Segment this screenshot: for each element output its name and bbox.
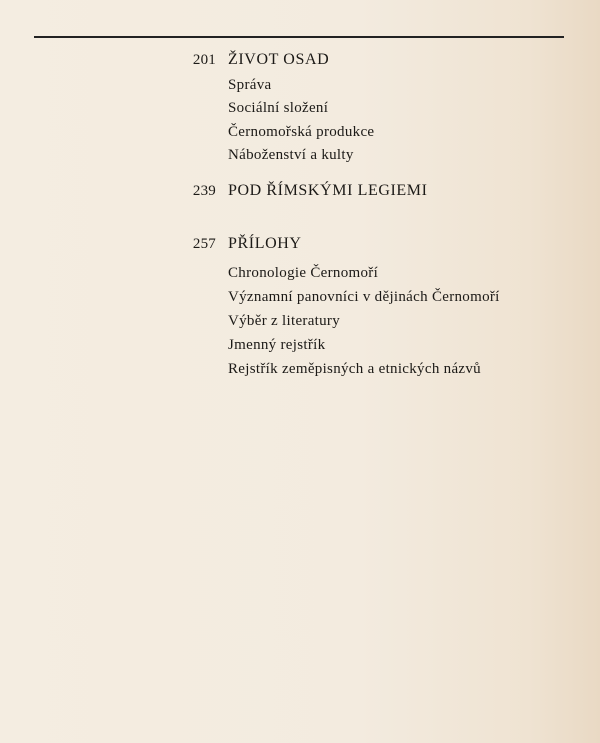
- section-title: PŘÍLOHY: [228, 235, 302, 252]
- subsection-item: Sociální složení: [228, 100, 329, 116]
- top-rule: [34, 36, 564, 38]
- subsection-item: Správa: [228, 77, 272, 93]
- subsection-item: Významní panovníci v dějinách Černomoří: [228, 289, 500, 305]
- subsection-item: Rejstřík zeměpisných a etnických názvů: [228, 361, 481, 377]
- subsection-item: Náboženství a kulty: [228, 147, 354, 163]
- subsection-item: Černomořská produkce: [228, 124, 375, 140]
- page-number: 201: [192, 52, 216, 68]
- page-number: 257: [192, 236, 216, 252]
- subsection-item: Jmenný rejstřík: [228, 337, 326, 353]
- section-title: ŽIVOT OSAD: [228, 51, 330, 68]
- section-title: POD ŘÍMSKÝMI LEGIEMI: [228, 182, 428, 199]
- subsection-item: Chronologie Černomoří: [228, 265, 379, 281]
- subsection-item: Výběr z literatury: [228, 313, 341, 329]
- page-number: 239: [192, 183, 216, 199]
